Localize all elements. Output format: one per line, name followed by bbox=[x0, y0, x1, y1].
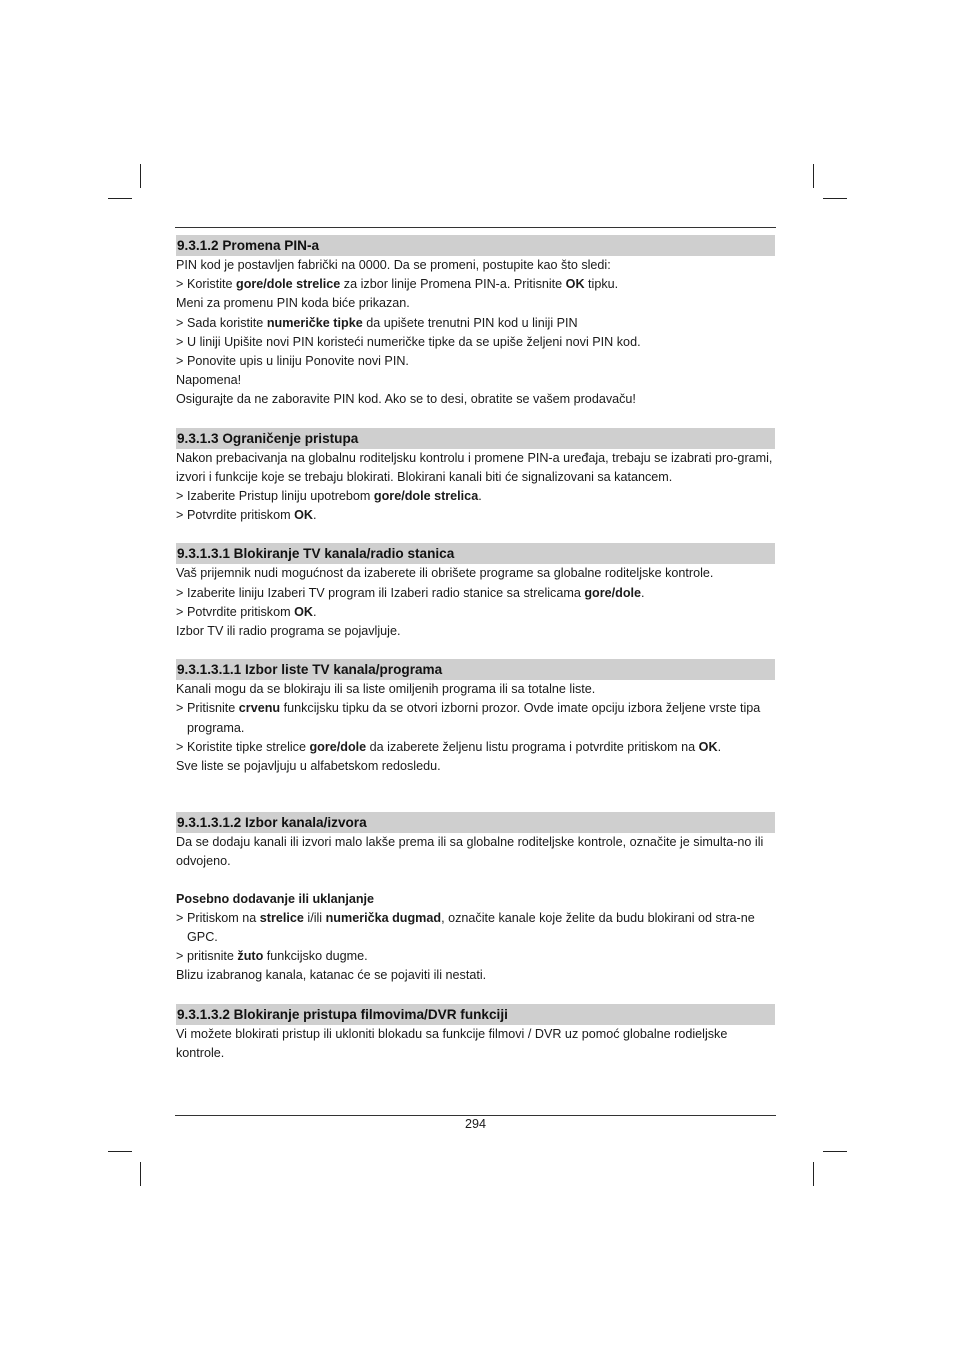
bullet-marker: > bbox=[176, 277, 184, 292]
spacer bbox=[176, 872, 775, 890]
bullet-marker: > bbox=[176, 508, 184, 523]
paragraph: Osigurajte da ne zaboravite PIN kod. Ako se to desi, obratite se vašem prodavaču! bbox=[176, 392, 636, 407]
bullet-marker: > bbox=[176, 315, 184, 330]
crop-mark bbox=[140, 1162, 141, 1186]
crop-mark bbox=[140, 164, 141, 188]
bullet-item: > Koristite gore/dole strelice za izbor linije Promena PIN-a. Pritisnite OK tipku. bbox=[176, 275, 775, 294]
section-heading: 9.3.1.3.1.1 Izbor liste TV kanala/programa bbox=[176, 659, 775, 680]
spacer bbox=[176, 794, 775, 812]
bullet-item: > Pritisnite crvenu funkcijsku tipku da se otvori izborni prozor. Ovde imate opciju izbora željene vrste tipa programa. bbox=[176, 701, 761, 735]
page-number: 294 bbox=[464, 1117, 486, 1131]
paragraph: Sve liste se pojavljuju u alfabetskom redosledu. bbox=[176, 759, 441, 774]
spacer bbox=[176, 986, 775, 1004]
bullet-item: > pritisnite žuto funkcijsko dugme. bbox=[176, 947, 775, 966]
bullet-marker: > bbox=[176, 489, 184, 504]
paragraph: PIN kod je postavljen fabrički na 0000. Da se promeni, postupite kao što sledi: bbox=[176, 258, 611, 272]
bullet-item: > Ponovite upis u liniju Ponovite novi PIN. bbox=[176, 352, 775, 371]
bullet-marker: > bbox=[176, 354, 184, 369]
section-heading: 9.3.1.2 Promena PIN-a bbox=[176, 235, 775, 256]
crop-mark bbox=[813, 1162, 814, 1186]
bullet-item: > Pritiskom na strelice i/ili numerička dugmad, označite kanale koje želite da budu blokirani od stra-ne GPC. bbox=[176, 910, 755, 945]
bullet-marker: > bbox=[176, 585, 184, 600]
bullet-marker: > bbox=[176, 739, 184, 754]
spacer bbox=[176, 410, 775, 428]
sub-heading: Posebno dodavanje ili uklanjanje bbox=[176, 891, 375, 906]
crop-mark bbox=[108, 1151, 132, 1152]
bullet-marker: > bbox=[176, 334, 184, 349]
spacer bbox=[176, 776, 775, 794]
bullet-item: > Koristite tipke strelice gore/dole da izaberete željenu listu programa i potvrdite pritiskom na OK. bbox=[176, 738, 775, 757]
paragraph: Nakon prebacivanja na globalnu roditeljsku kontrolu i promene PIN-a uređaja, trebaju se izabrati pro-grami, izvori i funkcije koje se trebaju blokirati. Blokirani kanali biti će signalizovani sa katancem. bbox=[176, 450, 773, 484]
spacer bbox=[176, 641, 775, 659]
bullet-marker: > bbox=[176, 604, 184, 619]
section-heading: 9.3.1.3 Ograničenje pristupa bbox=[176, 428, 775, 449]
section-heading: 9.3.1.3.1 Blokiranje TV kanala/radio stanica bbox=[176, 543, 775, 564]
bottom-rule bbox=[175, 1115, 776, 1116]
paragraph: Vi možete blokirati pristup ili ukloniti blokadu sa funkcije filmovi / DVR uz pomoć globalne rodieljske kontrole. bbox=[176, 1026, 728, 1060]
paragraph: Da se dodaju kanali ili izvori malo lakše prema ili sa globalne roditeljske kontrole, označite je simulta-no ili odvojeno. bbox=[176, 835, 764, 869]
bullet-marker: > bbox=[176, 701, 184, 716]
paragraph: Meni za promenu PIN koda biće prikazan. bbox=[176, 296, 410, 311]
bullet-item: > Sada koristite numeričke tipke da upišete trenutni PIN kod u liniji PIN bbox=[176, 314, 775, 333]
paragraph: Kanali mogu da se blokiraju ili sa liste omiljenih programa ili sa totalne liste. bbox=[176, 682, 596, 697]
section-heading: 9.3.1.3.1.2 Izbor kanala/izvora bbox=[176, 812, 775, 833]
crop-mark bbox=[823, 1151, 847, 1152]
paragraph: Vaš prijemnik nudi mogućnost da izaberete ili obrišete programe sa globalne roditeljske kontrole. bbox=[176, 566, 714, 581]
bullet-item: > Potvrdite pritiskom OK. bbox=[176, 603, 775, 622]
note-label: Napomena! bbox=[176, 373, 242, 388]
section-heading: 9.3.1.3.2 Blokiranje pristupa filmovima/DVR funkciji bbox=[176, 1004, 775, 1025]
bullet-item: > Izaberite liniju Izaberi TV program ili Izaberi radio stanice sa strelicama gore/dole. bbox=[176, 584, 775, 603]
page-content bbox=[176, 235, 775, 1063]
bullet-marker: > bbox=[176, 949, 184, 964]
crop-mark bbox=[108, 198, 132, 199]
spacer bbox=[176, 525, 775, 543]
bullet-item: > Potvrdite pritiskom OK. bbox=[176, 506, 775, 525]
paragraph: Blizu izabranog kanala, katanac će se pojaviti ili nestati. bbox=[176, 968, 487, 983]
top-rule bbox=[175, 227, 776, 228]
bullet-marker: > bbox=[176, 910, 184, 925]
paragraph: Izbor TV ili radio programa se pojavljuje. bbox=[176, 624, 401, 639]
bullet-item: > Izaberite Pristup liniju upotrebom gore/dole strelica. bbox=[176, 487, 775, 506]
bullet-item: > U liniji Upišite novi PIN koristeći numeričke tipke da se upiše željeni novi PIN kod. bbox=[176, 333, 775, 352]
crop-mark bbox=[823, 198, 847, 199]
crop-mark bbox=[813, 164, 814, 188]
